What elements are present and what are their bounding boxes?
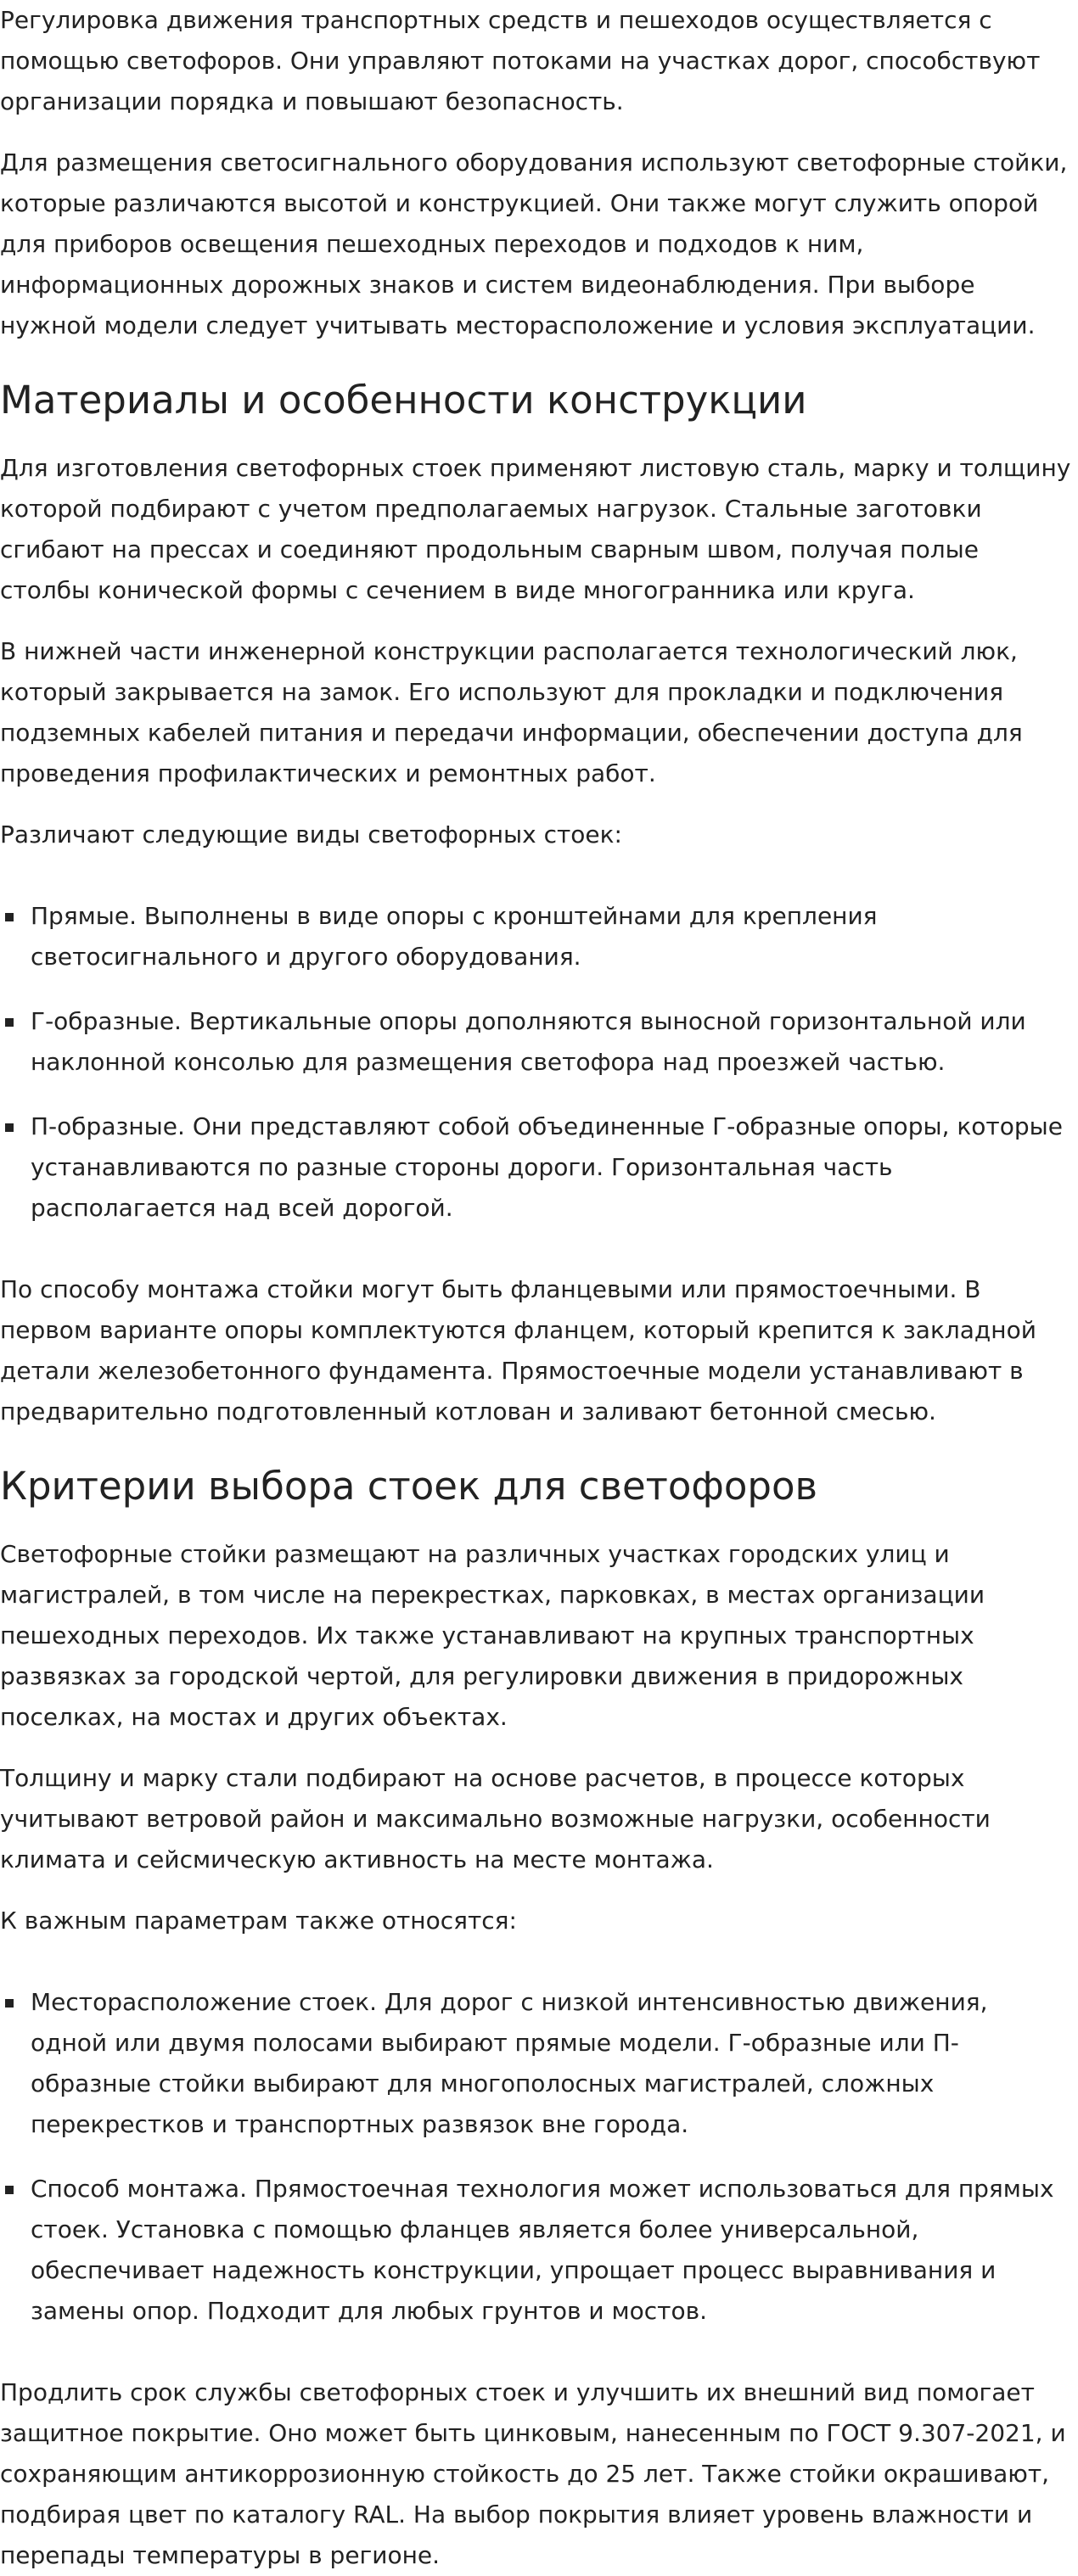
bullet-marker (5, 1999, 14, 2008)
list-item (0, 896, 1071, 977)
list-item-text: Способ монтажа. Прямостоечная технология может использоваться для прямых стоек. Установка с помощью фланцев является более универсальной, обеспечивает надежность конструкции, упрощает процесс выравнивания и замены опор. Подходит для любых грунтов и мостов. (31, 2175, 1054, 2325)
selection-criteria-section (0, 1463, 1071, 2576)
bullet-marker (5, 1018, 14, 1027)
list-item-text: Г-образные. Вертикальные опоры дополняются выносной горизонтальной или наклонной консолью для размещения светофора над проезжей частью. (31, 1007, 1026, 1076)
pole-types-list (0, 896, 1071, 1229)
materials-section (0, 377, 1071, 1432)
list-item (0, 2169, 1071, 2332)
bullet-marker (5, 1123, 14, 1132)
paragraph: Для изготовления светофорных стоек применяют листовую сталь, марку и толщину которой подбирают с учетом предполагаемых нагрузок. Стальные заготовки сгибают на прессах и соединяют продольным сварным швом, получая полые столбы конической формы с сечением в виде многогранника или круга. (0, 454, 1071, 604)
paragraph: К важным параметрам также относятся: (0, 1907, 517, 1935)
list-item (0, 1106, 1071, 1229)
section-heading: Материалы и особенности конструкции (0, 378, 807, 423)
list-item (0, 1001, 1071, 1083)
paragraph: Толщину и марку стали подбирают на основе расчетов, в процессе которых учитывают ветровой район и максимально возможные нагрузки, особенности климата и сейсмическую активность на месте монтажа. (0, 1764, 991, 1873)
parameters-list (0, 1982, 1071, 2332)
paragraph: В нижней части инженерной конструкции располагается технологический люк, который закрывается на замок. Его используют для прокладки и подключения подземных кабелей питания и передачи информации, обеспечении доступа для проведения профилактических и ремонтных работ. (0, 637, 1023, 787)
intro-paragraph: Для размещения светосигнального оборудования используют светофорные стойки, которые различаются высотой и конструкцией. Они также могут служить опорой для приборов освещения пешеходных переходов и подходов к ним, информационных дорожных знаков и систем видеонаблюдения. При выборе нужной модели следует учитывать месторасположение и условия эксплуатации. (0, 148, 1068, 339)
bullet-marker (5, 2186, 14, 2194)
intro-section (0, 0, 1071, 346)
list-item-text: П-образные. Они представляют собой объединенные Г-образные опоры, которые устанавливаются по разные стороны дороги. Горизонтальная часть располагается над всей дорогой. (31, 1112, 1063, 1222)
list-item-text: Месторасположение стоек. Для дорог с низкой интенсивностью движения, одной или двумя полосами выбирают прямые модели. Г-образные или П-образные стойки выбирают для многополосных магистралей, сложных перекрестков и транспортных развязок вне города. (31, 1988, 988, 2138)
paragraph: Светофорные стойки размещают на различных участках городских улиц и магистралей, в том числе на перекрестках, парковках, в местах организации пешеходных переходов. Их также устанавливают на крупных транспортных развязках за городской чертой, для регулировки движения в придорожных поселках, на мостах и других объектах. (0, 1540, 985, 1731)
paragraph: По способу монтажа стойки могут быть фланцевыми или прямостоечными. В первом варианте опоры комплектуются фланцем, который крепится к закладной детали железобетонного фундамента. Прямостоечные модели устанавливают в предварительно подготовленный котлован и заливают бетонной смесью. (0, 1275, 1036, 1425)
paragraph: Различают следующие виды светофорных стоек: (0, 820, 622, 848)
section-heading: Критерии выбора стоек для светофоров (0, 1464, 818, 1509)
bullet-marker (5, 913, 14, 921)
paragraph: Продлить срок службы светофорных стоек и улучшить их внешний вид помогает защитное покрытие. Оно может быть цинковым, нанесенным по ГОСТ 9.307-2021, и сохраняющим антикоррозионную стойкость до 25 лет. Также стойки окрашивают, подбирая цвет по каталогу RAL. На выбор покрытия влияет уровень влажности и перепады температуры в регионе. (0, 2378, 1066, 2569)
intro-paragraph: Регулировка движения транспортных средств и пешеходов осуществляется с помощью светофоров. Они управляют потоками на участках дорог, способствуют организации порядка и повышают безопасность. (0, 6, 1041, 115)
list-item-text: Прямые. Выполнены в виде опоры с кронштейнами для крепления светосигнального и другого оборудования. (31, 902, 878, 971)
list-item (0, 1982, 1071, 2145)
